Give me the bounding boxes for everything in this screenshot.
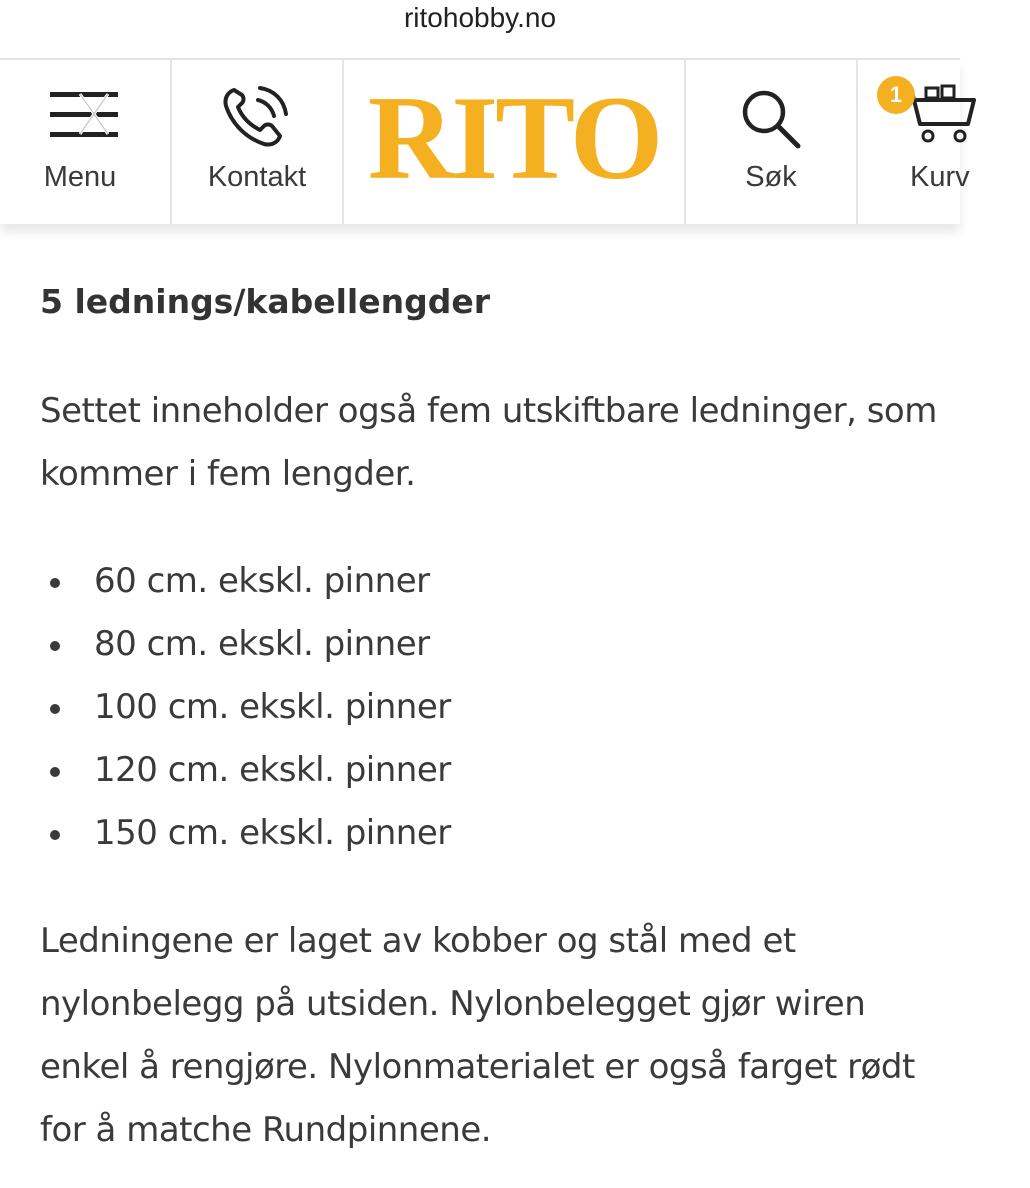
rito-logo: RITO (367, 71, 661, 204)
menu-close-icon (50, 88, 122, 144)
body-line-4: for å matche Rundpinnene. (40, 1110, 492, 1150)
body-line-3: enkel å rengjøre. Nylonmaterialet er også farget rødt (40, 1047, 915, 1087)
list-item-text: 60 cm. ekskl. pinner (94, 561, 430, 601)
url-text: ritohobby.no (403, 2, 557, 33)
menu-button[interactable] (0, 60, 172, 224)
browser-address-bar[interactable] (0, 0, 960, 58)
cart-label: Kurv (910, 161, 970, 193)
body-line-2: nylonbelegg på utsiden. Nylonbelegget gjør wiren (40, 984, 866, 1024)
cart-count-badge: 1 (877, 76, 915, 114)
list-item (40, 613, 451, 676)
body-line-1: Ledningene er laget av kobber og stål med et (40, 921, 796, 961)
phone-icon (220, 82, 294, 148)
search-icon (738, 86, 804, 152)
list-item-text: 80 cm. ekskl. pinner (94, 624, 430, 664)
list-item-text: 120 cm. ekskl. pinner (94, 750, 451, 790)
list-item (40, 802, 451, 865)
menu-label: Menu (43, 161, 117, 193)
bullet-dot (50, 704, 60, 714)
logo-link[interactable] (344, 60, 686, 224)
bullet-dot (50, 767, 60, 777)
list-item (40, 739, 451, 802)
bullet-dot (50, 830, 60, 840)
list-item (40, 676, 451, 739)
site-header (0, 58, 970, 224)
bullet-dot (50, 578, 60, 588)
search-label: Søk (745, 161, 797, 193)
contact-button[interactable] (172, 60, 344, 224)
intro-line-1: Settet inneholder også fem utskiftbare ledninger, som (40, 391, 937, 431)
cable-length-list (40, 550, 451, 865)
search-button[interactable] (686, 60, 858, 224)
list-item-text: 150 cm. ekskl. pinner (94, 813, 451, 853)
bullet-dot (50, 641, 60, 651)
list-item-text: 100 cm. ekskl. pinner (94, 687, 451, 727)
contact-label: Kontakt (207, 161, 307, 193)
list-item (40, 550, 451, 613)
section-heading: 5 lednings/kabellengder (40, 282, 490, 321)
intro-line-2: kommer i fem lengder. (40, 454, 416, 494)
